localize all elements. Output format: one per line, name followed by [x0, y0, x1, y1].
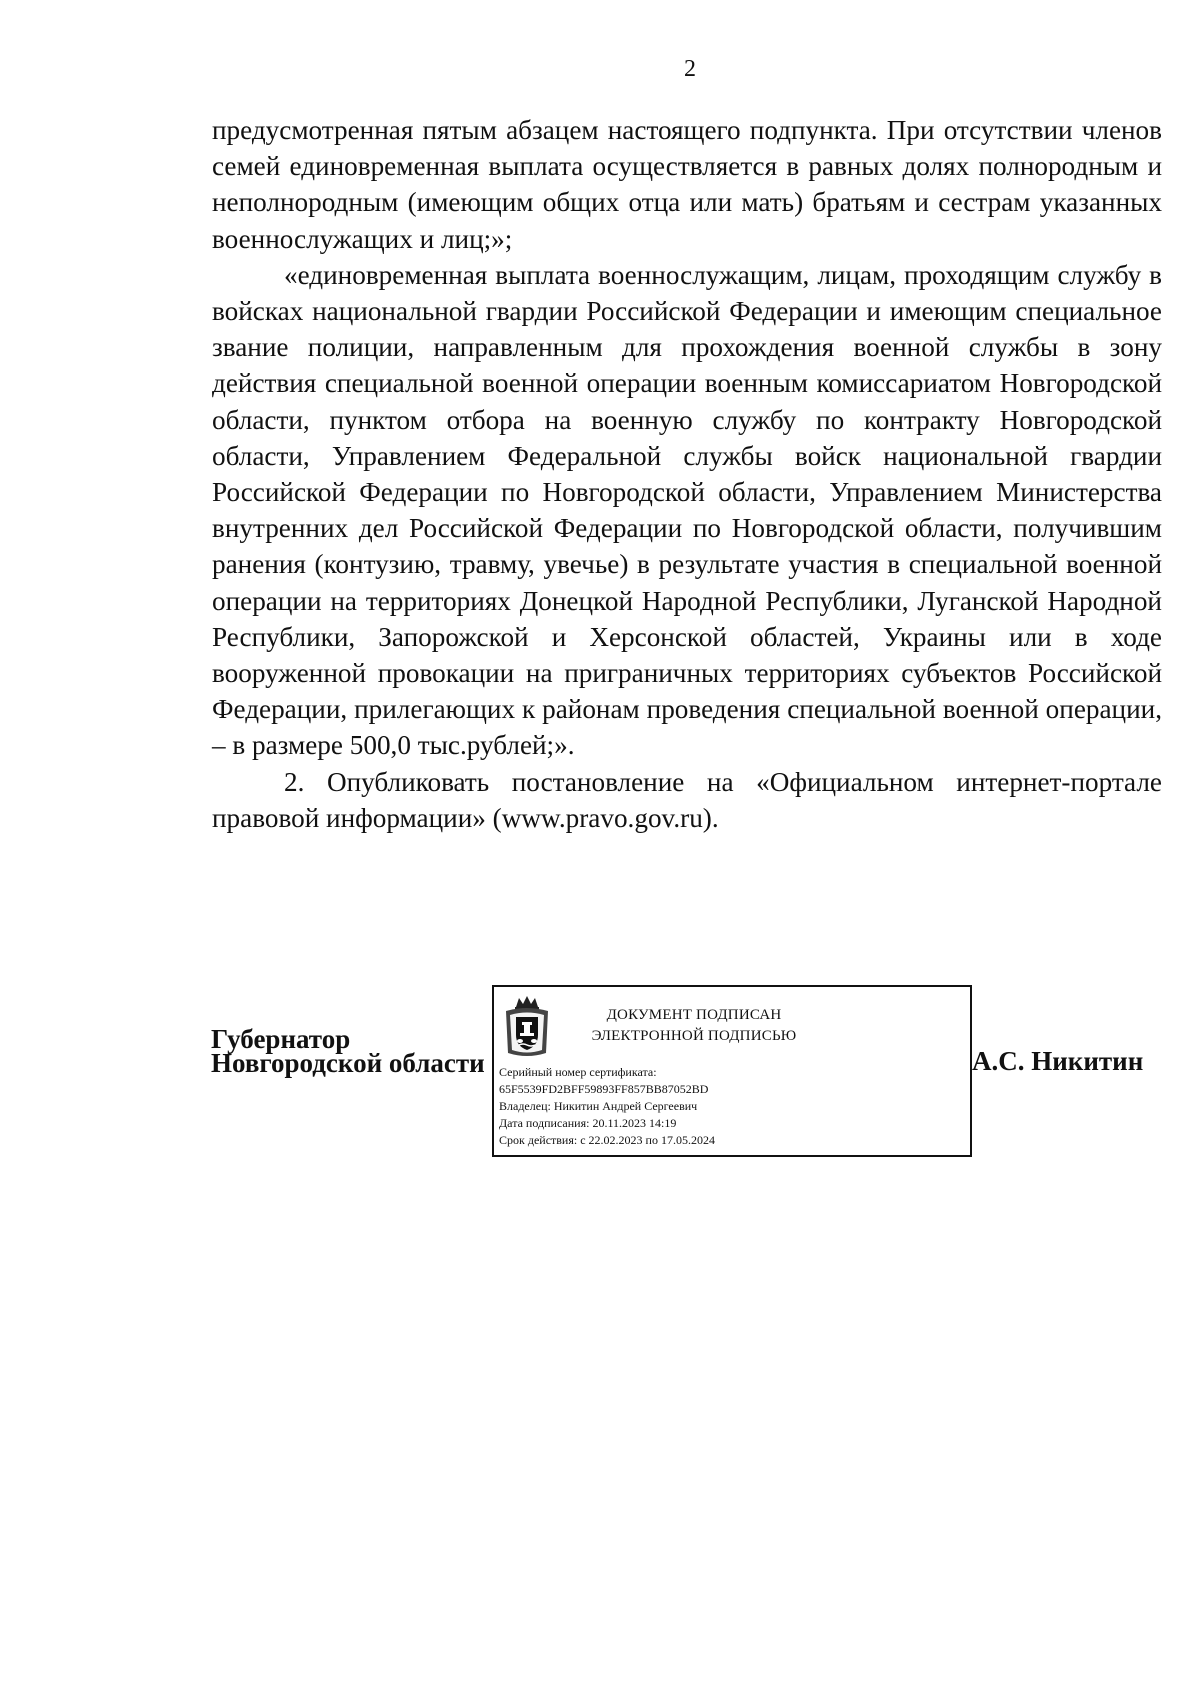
- stamp-validity: Срок действия: с 22.02.2023 по 17.05.2024: [499, 1133, 715, 1147]
- stamp-details: [499, 1064, 715, 1149]
- stamp-owner: Владелец: Никитин Андрей Сергеевич: [499, 1099, 698, 1113]
- stamp-serial-value: 65F5539FD2BFF59893FF857BB87052BD: [499, 1082, 709, 1096]
- stamp-header-line-2: ЭЛЕКТРОННОЙ ПОДПИСЬЮ: [591, 1028, 797, 1044]
- signer-title: [211, 1024, 485, 1078]
- signer-name: А.С. Никитин: [972, 1046, 1144, 1076]
- page-number: 2: [684, 56, 696, 82]
- regional-coat-of-arms-icon: [502, 993, 552, 1059]
- paragraph-3: 2. Опубликовать постановление на «Официальном интернет-портале правовой информации» (www.pravo.gov.ru).: [212, 766, 1162, 833]
- stamp-header: [564, 1005, 824, 1047]
- electronic-signature-stamp: [492, 985, 972, 1157]
- document-body: [212, 112, 1162, 836]
- paragraph-2: «единовременная выплата военнослужащим, лицам, проходящим службу в войсках национальной гвардии Российской Федерации и имеющим специальное звание полиции, направленным для прохождения военной службы в зону действия специальной военной операции военным комиссариатом Новгородской области, пунктом отбора на военную службу по контракту Новгородской области, Управлением Федеральной службы войск национальной гвардии Российской Федерации по Новгородской области, Управлением Министерства внутренних дел Российской Федерации по Новгородской области, получившим ранения (контузию, травму, увечье) в результате участия в специальной военной операции на территориях Донецкой Народной Республики, Луганской Народной Республики, Запорожской и Херсонской областей, Украины или в ходе вооруженной провокации на приграничных территориях субъектов Российской Федерации, прилегающих к районам проведения специальной военной операции, – в размере 500,0 тыс.рублей;».: [212, 259, 1162, 761]
- signer-title-line-1: Губернатор: [211, 1024, 351, 1054]
- stamp-header-line-1: ДОКУМЕНТ ПОДПИСАН: [606, 1007, 782, 1023]
- paragraph-1: предусмотренная пятым абзацем настоящего подпункта. При отсутствии членов семей единовременная выплата осуществляется в равных долях полнородным и неполнородным (имеющим общих отца или мать) братьям и сестрам указанных военнослужащих и лиц;»;: [212, 115, 1162, 254]
- signer-title-line-2: Новгородской области: [211, 1048, 485, 1078]
- stamp-serial-label: Серийный номер сертификата:: [499, 1065, 657, 1079]
- stamp-signed-date: Дата подписания: 20.11.2023 14:19: [499, 1116, 677, 1130]
